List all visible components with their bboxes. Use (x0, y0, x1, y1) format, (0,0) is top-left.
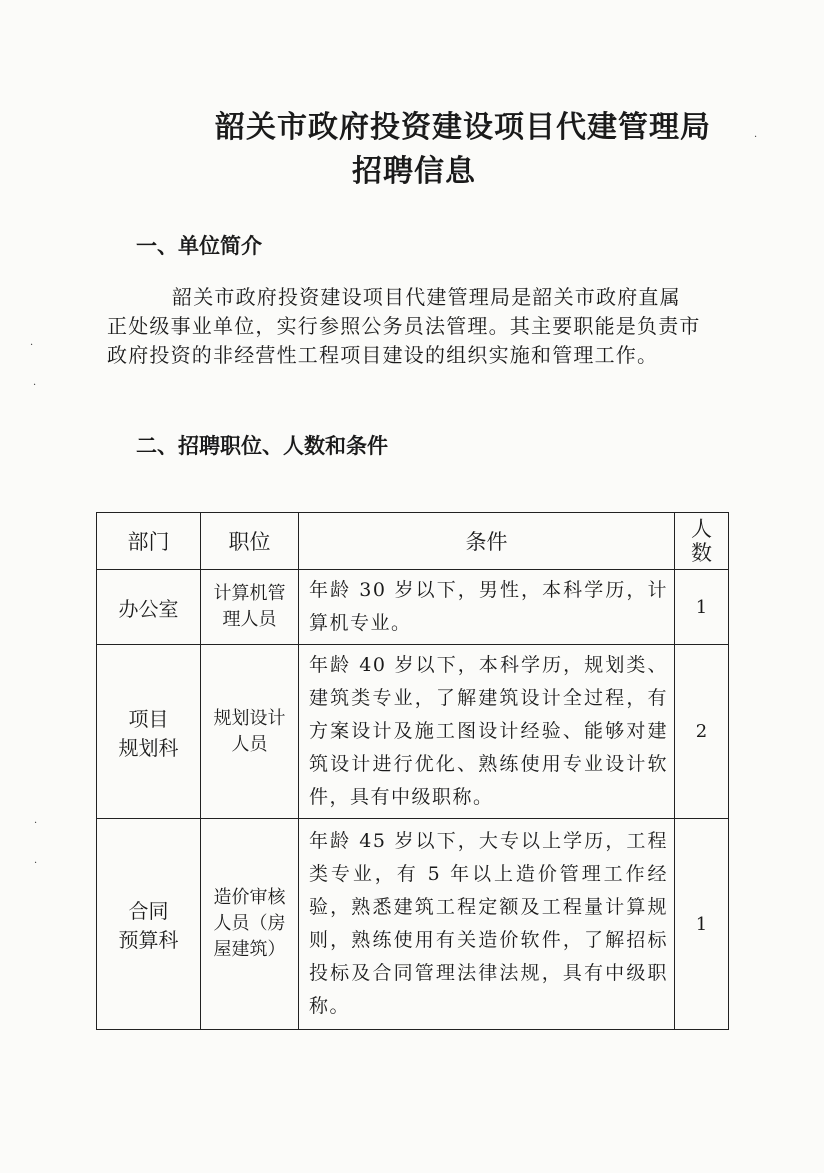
dept-cell (97, 819, 201, 1030)
position-line: 理人员 (222, 609, 277, 630)
header-count-char: 数 (691, 541, 712, 565)
dept-line: 合同 (128, 899, 169, 923)
position-line: 造价审核 (213, 887, 286, 908)
dept-line: 规划科 (118, 735, 179, 760)
scan-speck: · (30, 340, 34, 351)
intro-paragraph-line: 政府投资的非经营性工程项目建设的组织实施和管理工作。 (107, 343, 659, 367)
table-row (97, 819, 729, 1030)
scan-speck: · (33, 380, 37, 391)
document-subtitle: 招聘信息 (352, 154, 476, 189)
dept-line: 办公室 (118, 596, 179, 621)
dept-line: 预算科 (118, 928, 179, 952)
dept-line: 项目 (128, 706, 169, 731)
header-dept: 部门 (97, 513, 201, 570)
position-cell (201, 819, 299, 1030)
position-cell (201, 570, 299, 645)
conditions-cell: 年龄 45 岁以下，大专以上学历，工程类专业，有 5 年以上造价管理工作经验，熟悉建筑工程定额及工程量计算规则，熟练使用有关造价软件，了解招标投标及合同管理法律法规，具有中级职称。 (299, 819, 675, 1030)
dept-cell (97, 645, 201, 819)
header-conditions: 条件 (299, 513, 675, 570)
scan-speck: · (754, 132, 758, 143)
section-heading-intro: 一、单位简介 (136, 234, 262, 258)
document-title: 韶关市政府投资建设项目代建管理局 (215, 110, 711, 145)
conditions-cell: 年龄 30 岁以下，男性，本科学历，计算机专业。 (299, 570, 675, 645)
conditions-cell: 年龄 40 岁以下，本科学历，规划类、建筑类专业，了解建筑设计全过程，有方案设计及施工图设计经验、能够对建筑设计进行优化、熟练使用专业设计软件，具有中级职称。 (299, 645, 675, 819)
position-line: 规划设计 (213, 707, 286, 729)
dept-cell (97, 570, 201, 645)
table-row (97, 570, 729, 645)
section-heading-positions: 二、招聘职位、人数和条件 (136, 434, 388, 458)
recruitment-table (96, 512, 729, 1030)
position-line: 人员 (231, 733, 268, 755)
table-header-row (97, 513, 729, 570)
intro-paragraph-line: 正处级事业单位，实行参照公务员法管理。其主要职能是负责市 (107, 314, 701, 338)
count-cell: 2 (675, 645, 729, 819)
header-position: 职位 (201, 513, 299, 570)
count-cell: 1 (675, 570, 729, 645)
position-line: 人员（房 (213, 913, 286, 934)
position-line: 屋建筑） (213, 939, 286, 960)
count-cell: 1 (675, 819, 729, 1030)
scan-speck: · (34, 858, 38, 869)
header-count-char: 人 (691, 517, 712, 541)
header-count (675, 513, 729, 570)
table-row (97, 645, 729, 819)
position-cell (201, 645, 299, 819)
intro-paragraph-line: 韶关市政府投资建设项目代建管理局是韶关市政府直属 (172, 285, 681, 309)
position-line: 计算机管 (213, 583, 286, 604)
scan-speck: · (34, 818, 38, 829)
